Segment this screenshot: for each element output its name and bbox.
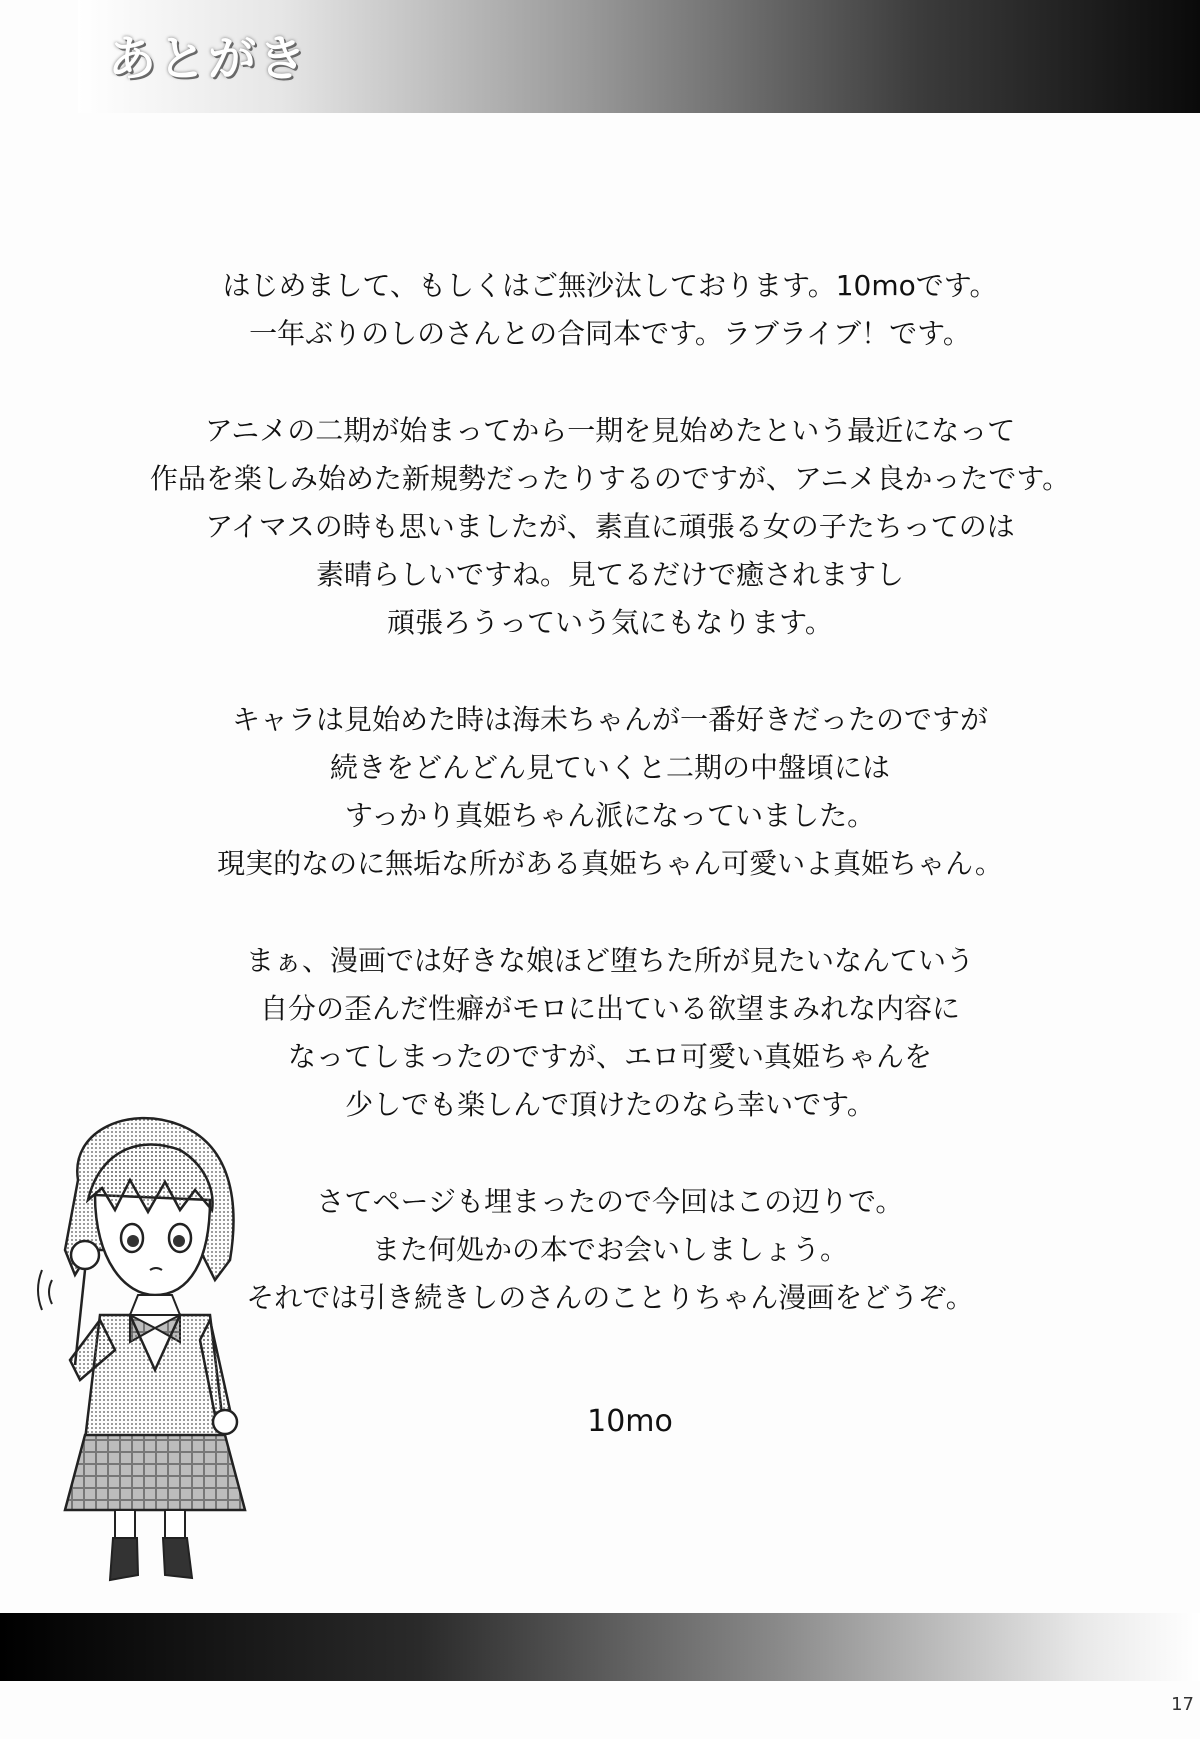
text-line: 頑張ろうっていう気にもなります。: [387, 606, 833, 639]
text-line: 現実的なのに無垢な所がある真姫ちゃん可愛いよ真姫ちゃん。: [217, 847, 1003, 880]
text-line: アニメの二期が始まってから一期を見始めたという最近になって: [204, 414, 1016, 447]
paragraph-1: [130, 262, 1090, 358]
text-line: すっかり真姫ちゃん派になっていました。: [344, 799, 876, 832]
text-line: 続きをどんどん見ていくと二期の中盤頃には: [329, 751, 890, 784]
page-number: 17: [1171, 1694, 1194, 1715]
chibi-schoolgirl-illustration-icon: [30, 1110, 260, 1590]
paragraph-5: [130, 1178, 1090, 1322]
footer-band: [0, 1613, 1200, 1681]
text-line: さてページも埋まったので今回はこの辺りで。: [316, 1185, 904, 1218]
text-line: また何処かの本でお会いしましょう。: [371, 1233, 848, 1266]
text-line: まぁ、漫画では好きな娘ほど堕ちた所が見たいなんていう: [245, 944, 974, 977]
text-line: キャラは見始めた時は海未ちゃんが一番好きだったのですが: [231, 703, 988, 736]
text-line: 素晴らしいですね。見てるだけで癒されますし: [315, 558, 904, 591]
author-signature: 10mo: [587, 1404, 673, 1439]
paragraph-2: [130, 407, 1090, 647]
text-line: 作品を楽しみ始めた新規勢だったりするのですが、アニメ良かったです。: [149, 462, 1071, 495]
text-line: それでは引き続きしのさんのことりちゃん漫画をどうぞ。: [246, 1281, 974, 1314]
text-line: 一年ぶりのしのさんとの合同本です。ラブライブ！です。: [249, 317, 971, 350]
paragraph-4: [130, 937, 1090, 1129]
paragraph-3: [130, 696, 1090, 888]
text-line: なってしまったのですが、エロ可愛い真姫ちゃんを: [287, 1040, 932, 1073]
afterword-body: [130, 262, 1090, 1371]
text-line: はじめまして、もしくはご無沙汰しております。10moです。: [222, 269, 998, 302]
text-line: アイマスの時も思いましたが、素直に頑張る女の子たちってのは: [205, 510, 1015, 543]
text-line: 自分の歪んだ性癖がモロに出ている欲望まみれな内容に: [259, 992, 960, 1025]
page-title: あとがき: [108, 31, 309, 87]
text-line: 少しでも楽しんで頂けたのなら幸いです。: [345, 1088, 875, 1121]
